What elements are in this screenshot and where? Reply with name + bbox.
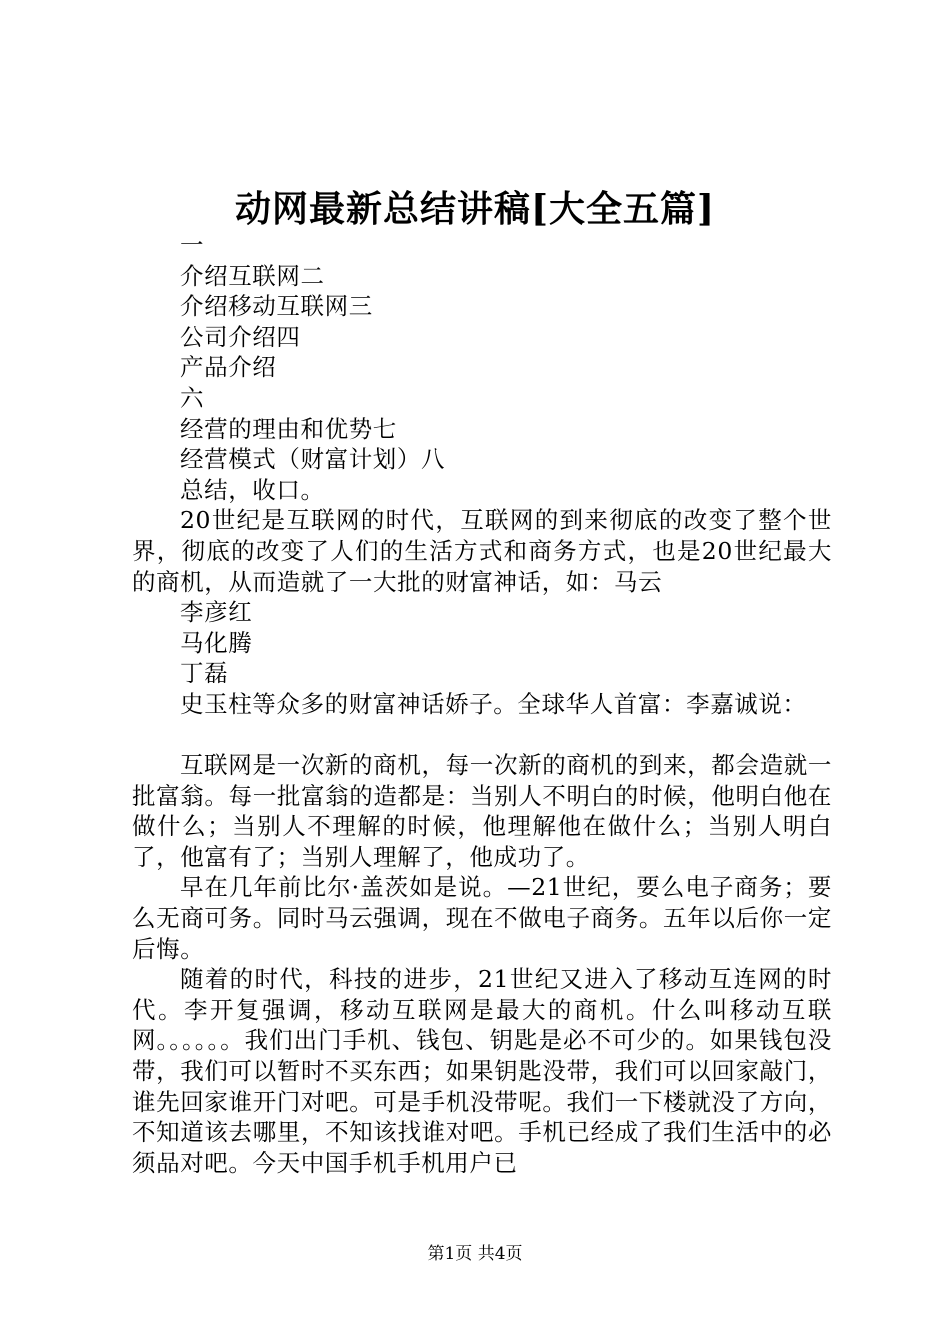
outline-item: 总结，收口。 <box>180 475 325 504</box>
paragraph-mobile-internet: 随着的时代，科技的进步，21世纪又进入了移动互连网的时代。李开复强调，移动互联网是最大的商机。什么叫移动互联网。。。。。。我们出门手机、钱包、钥匙是必不可少的。如果钱包没带，我们可以暂时不买东西；如果钥匙没带，我们可以回家敲门，谁先回家谁开门对吧。可是手机没带呢。我们一下楼就没了方向，不知道该去哪里，不知该找谁对吧。手机已经成了我们生活中的必须品对吧。今天中国手机手机用户已 <box>132 965 832 1177</box>
name-line: 李彦红 <box>180 598 253 627</box>
page-footer: 第1页 共4页 <box>427 1244 523 1264</box>
outline-item: 经营模式（财富计划）八 <box>180 445 446 474</box>
name-line: 丁磊 <box>180 659 229 688</box>
blank-line <box>132 720 832 751</box>
document-body <box>132 230 832 1178</box>
outline-item: 经营的理由和优势七 <box>180 414 397 443</box>
name-line: 马化腾 <box>180 628 253 657</box>
outline-item: 介绍互联网二 <box>180 261 325 290</box>
outline-item: 产品介绍 <box>180 353 277 382</box>
document-title: 动网最新总结讲稿[大全五篇] <box>234 188 716 230</box>
outline-item: 介绍移动互联网三 <box>180 292 373 321</box>
name-line: 史玉柱等众多的财富神话娇子。全球华人首富：李嘉诚说： <box>180 689 807 718</box>
outline-item: 六 <box>180 383 205 412</box>
outline-item: 公司介绍四 <box>180 322 301 351</box>
paragraph-gates: 早在几年前比尔·盖茨如是说。—21世纪，要么电子商务；要么无商可务。同时马云强调，现在不做电子商务。五年以后你一定后悔。 <box>132 873 832 963</box>
paragraph-quote: 互联网是一次新的商机，每一次新的商机的到来，都会造就一批富翁。每一批富翁的造都是：当别人不明白的时候，他明白他在做什么；当别人不理解的时候，他理解他在做什么；当别人明白了，他富有了；当别人理解了，他成功了。 <box>132 751 832 871</box>
paragraph-internet-era: 20世纪是互联网的时代，互联网的到来彻底的改变了整个世界，彻底的改变了人们的生活方式和商务方式，也是20世纪最大的商机，从而造就了一大批的财富神话，如：马云 <box>132 506 832 596</box>
outline-item: 一 <box>180 231 205 259</box>
